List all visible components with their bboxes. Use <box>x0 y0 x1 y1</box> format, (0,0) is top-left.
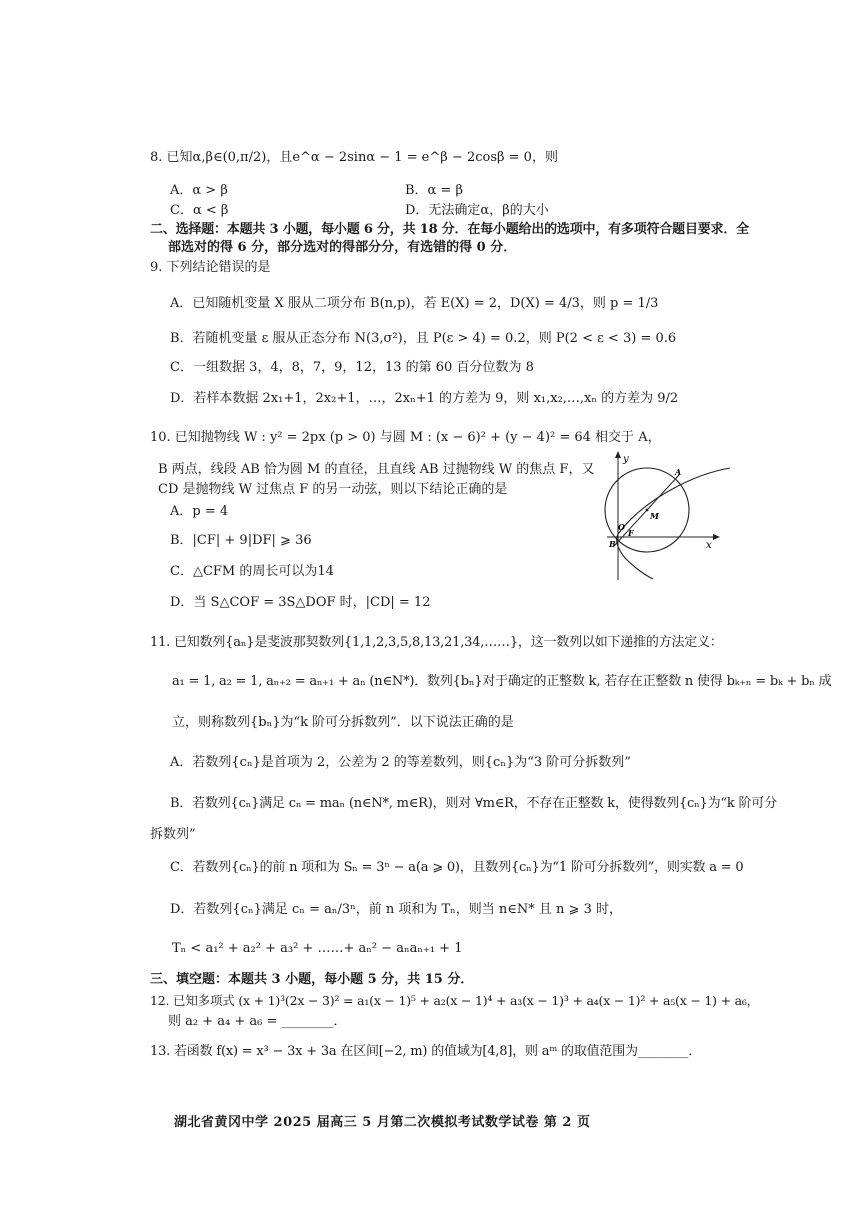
label-m: M <box>650 511 659 521</box>
q10-option-a: A．p = 4 <box>170 504 229 519</box>
q12-line1: 12. 已知多项式 (x + 1)³(2x − 3)² = a₁(x − 1)⁵ + a₂(x − 1)⁴ + a₃(x − 1)³ + a₄(x − 1)² + a₅(x − 1) + a₆， <box>150 993 759 1008</box>
x-axis-arrow <box>713 534 720 540</box>
y-axis-arrow <box>615 451 621 458</box>
q11-option-a: A．若数列{cₙ}是首项为 2，公差为 2 的等差数列，则{cₙ}为“3 阶可分拆数列” <box>170 755 631 770</box>
q11-option-b-line1: B．若数列{cₙ}满足 cₙ = maₙ (n∈N*, m∈R)，则对 ∀m∈R，不存在正整数 k，使得数列{cₙ}为“k 阶可分 <box>170 796 777 811</box>
page-footer: 湖北省黄冈中学 2025 届高三 5 月第二次模拟考试数学试卷 第 2 页 <box>174 1115 591 1130</box>
q11-stem-line1: 11. 已知数列{aₙ}是斐波那契数列{1,1,2,3,5,8,13,21,34,……}，这一数列以如下递推的方法定义： <box>150 635 723 650</box>
q9-stem: 9. 下列结论错误的是 <box>150 260 271 275</box>
q8-option-b: B．α = β <box>405 183 464 198</box>
label-b: B <box>609 539 616 549</box>
label-f: F <box>628 528 634 538</box>
q12-line2: 则 a₂ + a₄ + a₆ = ________． <box>168 1014 347 1029</box>
q9-option-c: C．一组数据 3，4，8，7，9，12，13 的第 60 百分位数为 8 <box>170 360 534 375</box>
q10-parabola-circle-figure <box>585 448 735 583</box>
q8-option-c: C．α < β <box>170 203 229 218</box>
point-m <box>646 509 649 512</box>
section2-heading-line2: 部选对的得 6 分，部分选对的得部分分，有选错的得 0 分． <box>168 240 517 255</box>
q8-stem: 8. 已知α,β∈(0,π/2)，且e^α − 2sinα − 1 = e^β − 2cosβ = 0，则 <box>150 150 558 165</box>
q10-stem-line3: CD 是抛物线 W 过焦点 F 的另一动弦，则以下结论正确的是 <box>158 482 508 497</box>
label-a: A <box>675 467 682 477</box>
q13-line: 13. 若函数 f(x) = x³ − 3x + 3a 在区间[−2, m) 的值域为[4,8]，则 aᵐ 的取值范围为________． <box>150 1044 702 1059</box>
q10-option-d: D．当 S△COF = 3S△DOF 时，|CD| = 12 <box>170 595 431 610</box>
q11-option-d-line2: Tₙ < a₁² + a₂² + a₃² + ……+ aₙ² − aₙaₙ₊₁ + 1 <box>172 941 463 956</box>
q10-stem-line2: B 两点，线段 AB 恰为圆 M 的直径，且直线 AB 过抛物线 W 的焦点 F，又 <box>158 462 595 477</box>
q11-stem-line3: 立，则称数列{bₙ}为“k 阶可分拆数列”．以下说法正确的是 <box>172 715 514 730</box>
section3-heading: 三、填空题：本题共 3 小题，每小题 5 分，共 15 分． <box>150 972 474 987</box>
q8-option-a: A．α > β <box>170 183 228 198</box>
q8-option-d: D．无法确定α，β的大小 <box>405 203 549 218</box>
label-x: x <box>706 540 712 551</box>
q10-stem-line1: 10. 已知抛物线 W : y² = 2px (p > 0) 与圆 M : (x − 6)² + (y − 4)² = 64 相交于 A， <box>150 430 661 445</box>
q11-stem-line2: a₁ = 1, a₂ = 1, aₙ₊₂ = aₙ₊₁ + aₙ (n∈N*)．数列{bₙ}对于确定的正整数 k, 若存在正整数 n 使得 bₖ₊ₙ = bₖ + bₙ 成 <box>172 674 832 689</box>
section2-heading-line1: 二、选择题：本题共 3 小题，每小题 6 分，共 18 分．在每小题给出的选项中，有多项符合题目要求．全 <box>150 222 749 237</box>
q11-option-d-line1: D．若数列{cₙ}满足 cₙ = aₙ/3ⁿ，前 n 项和为 Tₙ，则当 n∈N* 且 n ⩾ 3 时， <box>170 902 622 917</box>
label-y: y <box>623 454 629 465</box>
q11-option-b-line2: 拆数列” <box>150 827 196 842</box>
label-o: O <box>618 522 625 532</box>
q10-option-c: C．△CFM 的周长可以为14 <box>170 564 334 579</box>
q11-option-c: C．若数列{cₙ}的前 n 项和为 Sₙ = 3ⁿ − a(a ⩾ 0)，且数列{cₙ}为“1 阶可分拆数列”，则实数 a = 0 <box>170 860 744 875</box>
q10-option-b: B．|CF| + 9|DF| ⩾ 36 <box>170 533 312 548</box>
parabola-w <box>617 468 730 579</box>
q9-option-d: D．若样本数据 2x₁+1，2x₂+1，…，2xₙ+1 的方差为 9，则 x₁,x₂,…,xₙ 的方差为 9/2 <box>170 391 679 406</box>
q9-option-a: A．已知随机变量 X 服从二项分布 B(n,p)，若 E(X) = 2，D(X) = 4/3，则 p = 1/3 <box>170 296 659 311</box>
q9-option-b: B．若随机变量 ε 服从正态分布 N(3,σ²)，且 P(ε > 4) = 0.2，则 P(2 < ε < 3) = 0.6 <box>170 331 677 346</box>
